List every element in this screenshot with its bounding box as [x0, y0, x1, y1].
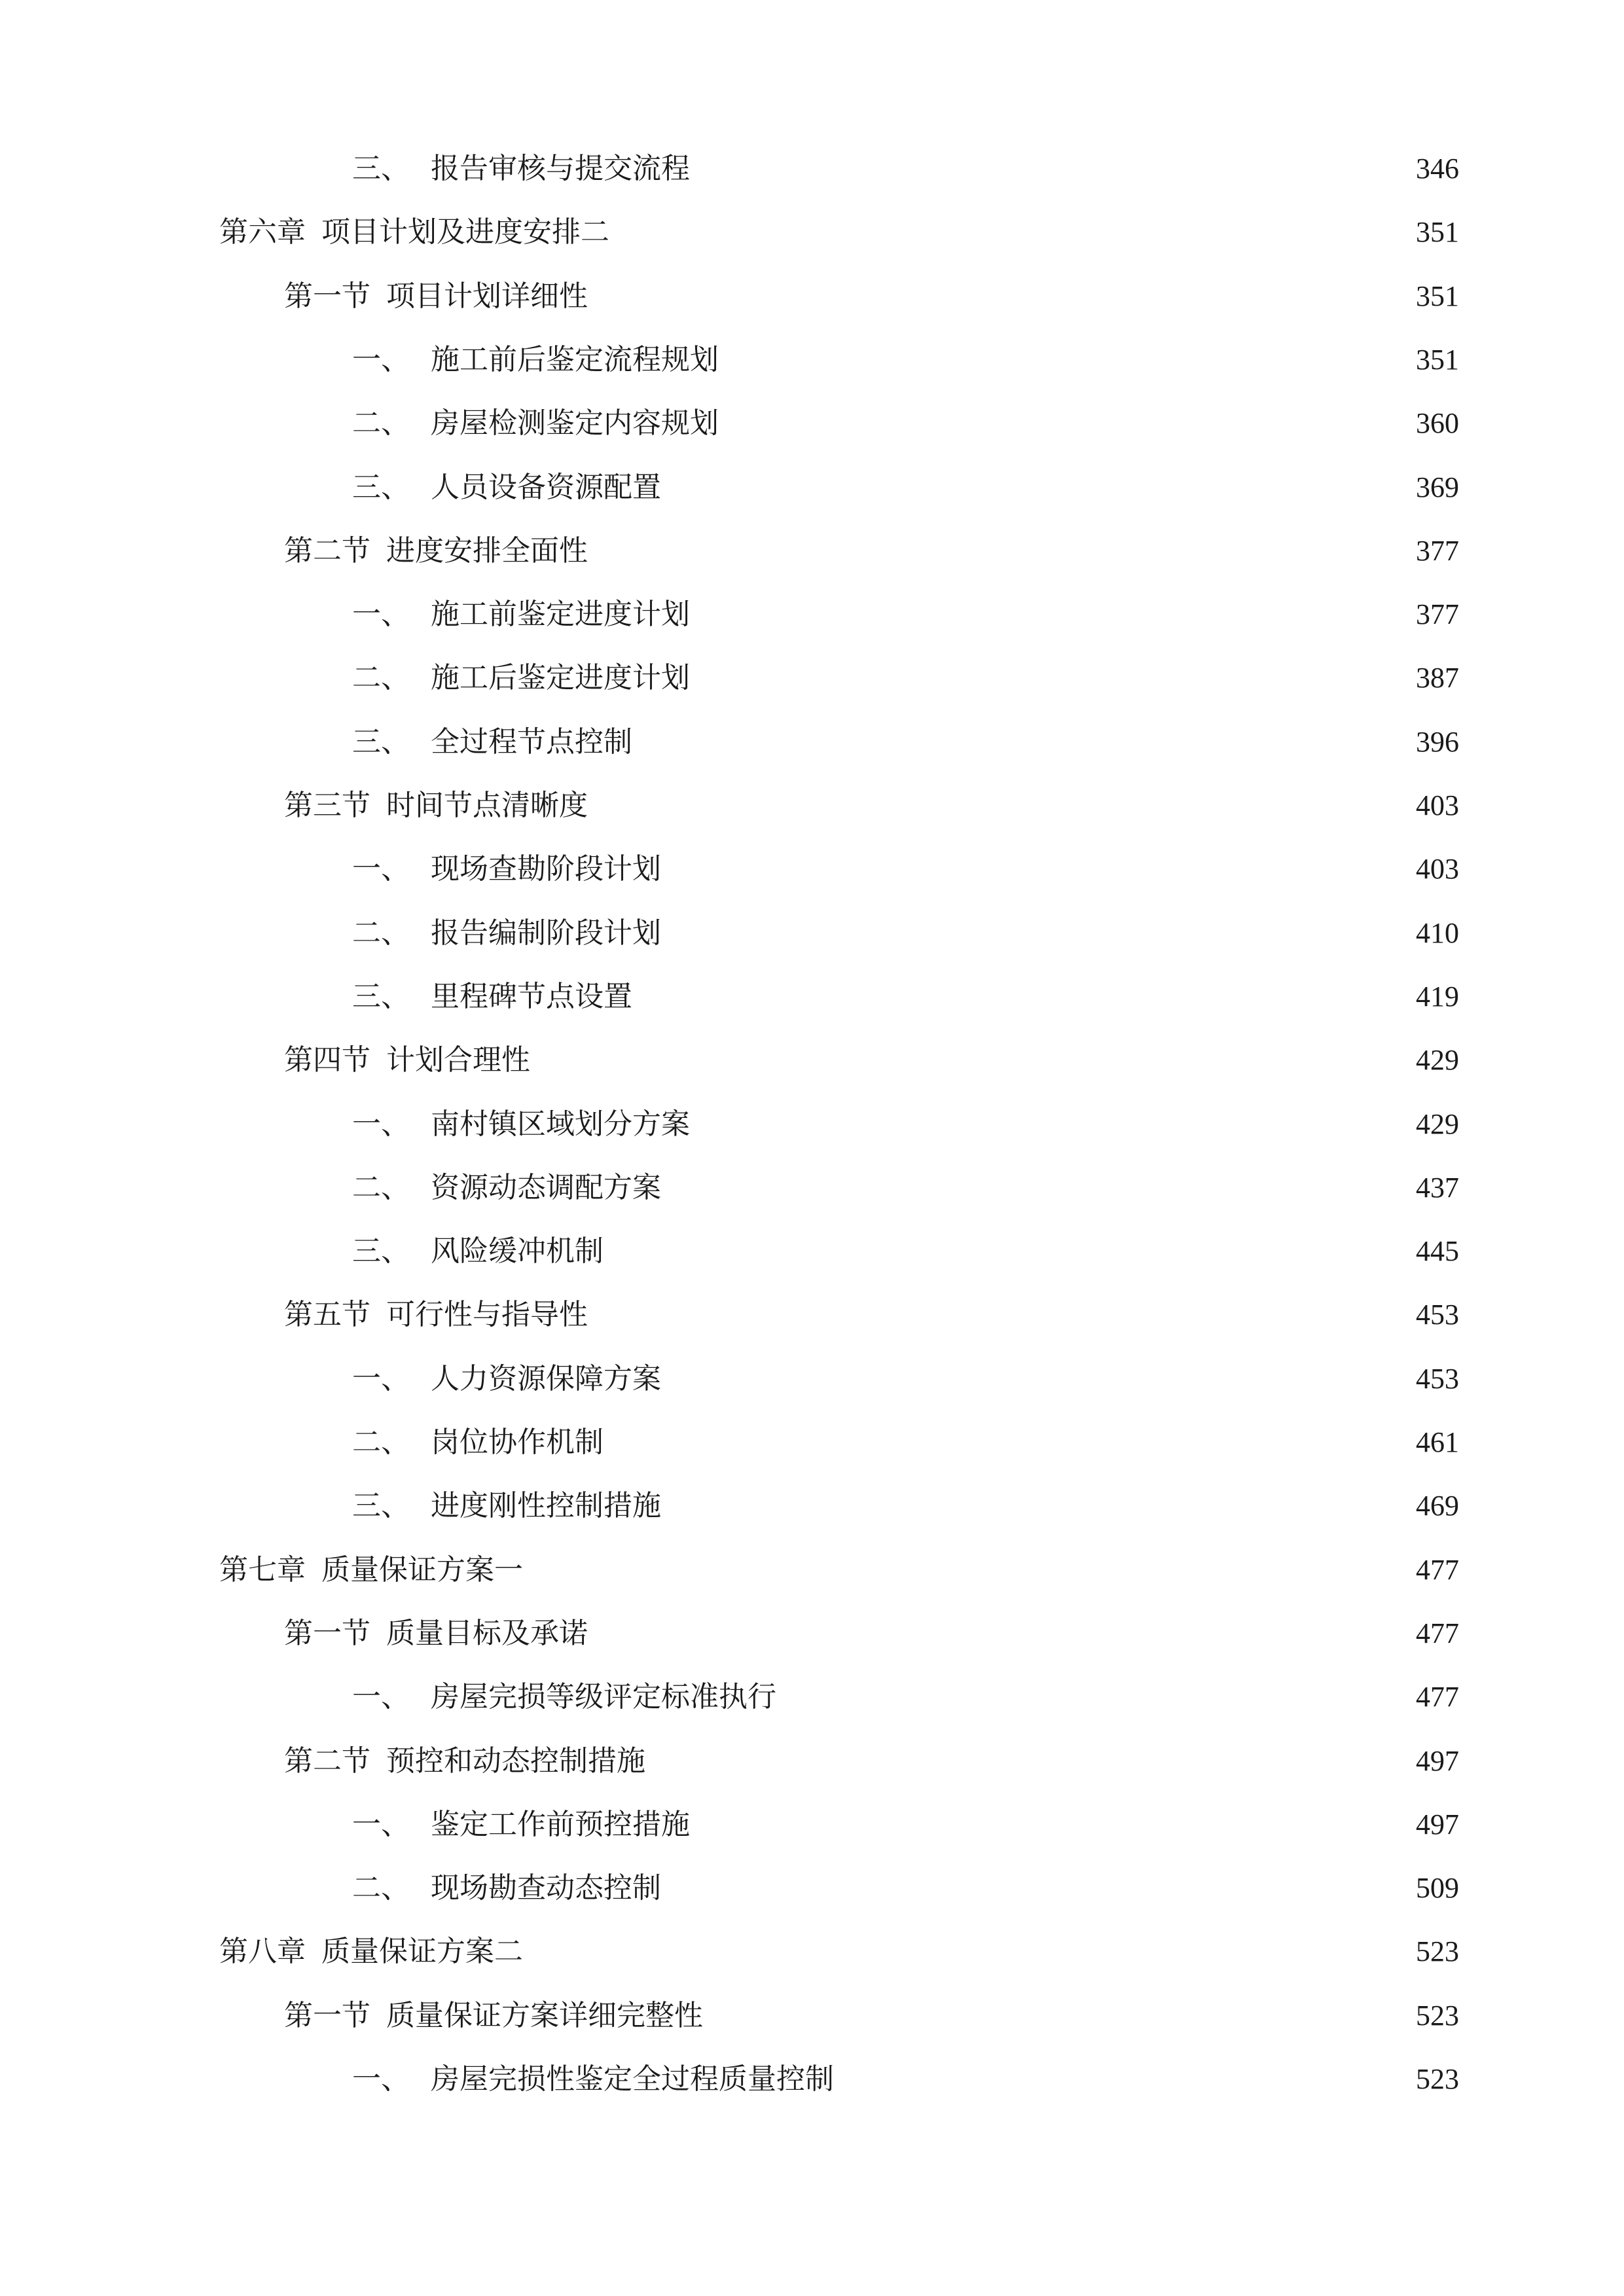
dot-leader [672, 855, 1401, 884]
toc-entry[interactable] [219, 1914, 1459, 1969]
toc-entry-title [352, 916, 661, 950]
toc-entry-title [352, 598, 690, 632]
toc-entry-title [219, 1935, 523, 1969]
toc-entry[interactable] [284, 259, 1459, 311]
dot-leader [787, 1683, 1401, 1712]
toc-entry[interactable] [352, 386, 1459, 438]
toc-entry-page-number: 523 [1416, 1999, 1459, 2032]
toc-entry[interactable] [284, 1978, 1459, 2030]
dot-leader [700, 1810, 1401, 1839]
toc-entry-text: 可行性与指导性 [386, 1298, 588, 1332]
toc-entry-number: 三、 [352, 725, 410, 759]
toc-entry-number: 一、 [352, 1107, 410, 1141]
toc-entry-page-number: 469 [1416, 1490, 1459, 1522]
toc-entry-page-number: 403 [1416, 789, 1459, 821]
dot-leader [598, 282, 1401, 311]
toc-entry-title [284, 1998, 703, 2032]
toc-entry-number: 第八章 [219, 1935, 306, 1969]
toc-entry-text: 现场勘查动态控制 [431, 1871, 661, 1905]
dot-leader [700, 1110, 1401, 1139]
toc-entry[interactable] [284, 1596, 1459, 1648]
toc-entry-page-number: 437 [1416, 1171, 1459, 1204]
toc-entry-text: 岗位协作机制 [431, 1426, 604, 1459]
toc-entry-page-number: 429 [1416, 1044, 1459, 1077]
toc-entry-page-number: 523 [1416, 2063, 1459, 2095]
toc-entry[interactable] [352, 1405, 1459, 1457]
toc-entry-title [284, 1298, 588, 1332]
toc-entry-number: 一、 [352, 1361, 410, 1395]
dot-leader [713, 2001, 1401, 2030]
toc-entry-page-number: 403 [1416, 853, 1459, 886]
toc-entry[interactable] [352, 322, 1459, 374]
toc-entry-number: 二、 [352, 406, 410, 440]
dot-leader [700, 154, 1401, 183]
toc-entry[interactable] [284, 1723, 1459, 1776]
toc-entry-title [284, 1744, 645, 1778]
toc-entry-text: 人力资源保障方案 [431, 1361, 661, 1395]
toc-entry-text: 施工前后鉴定流程规划 [431, 342, 719, 376]
dot-leader [672, 919, 1401, 948]
toc-entry-page-number: 410 [1416, 916, 1459, 949]
toc-entry[interactable] [352, 131, 1459, 183]
dot-leader [729, 346, 1401, 374]
toc-entry-title [352, 725, 632, 759]
toc-entry-title [219, 1552, 523, 1587]
toc-entry-title [284, 1616, 588, 1650]
toc-entry-page-number: 429 [1416, 1107, 1459, 1140]
toc-entry[interactable] [352, 1850, 1459, 1903]
toc-entry-text: 报告审核与提交流程 [431, 152, 690, 185]
toc-entry[interactable] [352, 1341, 1459, 1393]
toc-entry-number: 二、 [352, 1426, 410, 1459]
toc-entry-page-number: 461 [1416, 1426, 1459, 1458]
toc-entry[interactable] [352, 640, 1459, 695]
toc-entry-number: 一、 [352, 1680, 410, 1714]
toc-entry-page-number: 377 [1416, 598, 1459, 631]
toc-entry-number: 第一节 [284, 279, 370, 313]
toc-entry-text: 时间节点清晰度 [386, 789, 588, 822]
toc-entry-number: 三、 [352, 470, 410, 504]
toc-entry-page-number: 477 [1416, 1553, 1459, 1586]
dot-leader [672, 1174, 1401, 1202]
toc-entry-page-number: 419 [1416, 980, 1459, 1013]
toc-entry[interactable] [352, 831, 1459, 884]
toc-entry[interactable] [219, 194, 1459, 247]
dot-leader [844, 2065, 1401, 2094]
toc-entry-title [352, 1170, 661, 1204]
toc-entry[interactable] [352, 1787, 1459, 1839]
toc-entry-title [352, 470, 661, 504]
toc-entry-page-number: 497 [1416, 1744, 1459, 1777]
dot-leader [672, 473, 1401, 502]
toc-entry-title [284, 791, 588, 820]
toc-entry[interactable] [352, 704, 1459, 757]
dot-leader [598, 1300, 1401, 1329]
toc-entry-number: 第六章 [219, 215, 306, 249]
toc-entry-title [352, 1107, 690, 1141]
toc-entry-page-number: 477 [1416, 1681, 1459, 1713]
toc-entry-title [284, 1043, 530, 1077]
dot-leader [614, 1428, 1401, 1457]
toc-entry-title [352, 1871, 661, 1905]
toc-entry-title [352, 154, 690, 183]
toc-entry-number: 三、 [352, 1234, 410, 1268]
dot-leader [700, 600, 1401, 629]
toc-entry-text: 质量保证方案二 [321, 1935, 523, 1969]
dot-leader [656, 1747, 1401, 1776]
toc-entry-page-number: 351 [1416, 216, 1459, 249]
dot-leader [672, 1492, 1401, 1520]
toc-entry-text: 风险缓冲机制 [431, 1234, 604, 1268]
toc-entry-text: 全过程节点控制 [431, 725, 632, 759]
dot-leader [620, 218, 1401, 247]
toc-entry-text: 项目计划及进度安排二 [321, 215, 609, 249]
toc-entry-text: 质量保证方案一 [321, 1552, 523, 1587]
toc-entry-page-number: 453 [1416, 1362, 1459, 1395]
toc-entry-page-number: 387 [1416, 662, 1459, 694]
dot-leader [700, 664, 1401, 692]
dot-leader [672, 1874, 1401, 1903]
toc-entry-number: 一、 [352, 2062, 410, 2096]
toc-entry[interactable] [352, 1213, 1459, 1266]
toc-entry-text: 资源动态调配方案 [431, 1170, 661, 1204]
toc-entry-text: 施工前鉴定进度计划 [431, 598, 690, 632]
toc-entry-number: 第七章 [219, 1552, 306, 1587]
toc-entry[interactable] [352, 1086, 1459, 1139]
toc-entry-text: 质量目标及承诺 [386, 1616, 588, 1650]
dot-leader [598, 791, 1401, 820]
toc-entry-number: 第二节 [284, 1744, 370, 1778]
toc-entry-page-number: 497 [1416, 1808, 1459, 1840]
toc-entry-title [284, 279, 588, 313]
toc-entry-title [352, 342, 719, 376]
toc-entry-number: 三、 [352, 1489, 410, 1523]
toc-entry-title [352, 1361, 661, 1395]
dot-leader [672, 1365, 1401, 1393]
toc-entry-page-number: 346 [1416, 152, 1459, 185]
toc-entry-page-number: 445 [1416, 1235, 1459, 1268]
toc-entry-title [352, 1680, 776, 1714]
toc-entry-number: 二、 [352, 661, 410, 695]
toc-entry-text: 房屋完损等级评定标准执行 [431, 1680, 776, 1714]
dot-leader [729, 409, 1401, 438]
toc-entry-title [352, 1428, 604, 1457]
toc-entry-title [352, 979, 632, 1013]
toc-entry-page-number: 396 [1416, 725, 1459, 758]
toc-entry-number: 第一节 [284, 1616, 370, 1650]
toc-entry-number: 第三节 [284, 789, 370, 822]
toc-entry-text: 里程碑节点设置 [431, 979, 632, 1013]
toc-entry-text: 预控和动态控制措施 [386, 1744, 645, 1778]
toc-entry-page-number: 509 [1416, 1872, 1459, 1905]
toc-entry-number: 第一节 [284, 1998, 370, 2032]
toc-entry-title [352, 1489, 661, 1523]
toc-entry-page-number: 477 [1416, 1617, 1459, 1649]
toc-entry[interactable] [352, 1150, 1459, 1202]
toc-entry-page-number: 377 [1416, 534, 1459, 567]
toc-entry-number: 二、 [352, 1170, 410, 1204]
toc-entry-text: 项目计划详细性 [386, 279, 588, 313]
toc-entry-title [219, 215, 609, 249]
toc-entry-number: 第二节 [284, 533, 370, 567]
toc-entry[interactable] [284, 513, 1459, 565]
dot-leader [643, 982, 1401, 1011]
toc-entry-page-number: 351 [1416, 279, 1459, 312]
toc-entry-title [284, 533, 588, 567]
toc-entry-number: 一、 [352, 852, 410, 886]
dot-leader [533, 1556, 1401, 1585]
dot-leader [598, 537, 1401, 565]
toc-entry-page-number: 351 [1416, 343, 1459, 376]
toc-entry-title [352, 852, 661, 886]
dot-leader [643, 728, 1401, 757]
toc-entry-number: 二、 [352, 1871, 410, 1905]
toc-entry[interactable] [219, 1532, 1459, 1585]
toc-entry-text: 进度刚性控制措施 [431, 1489, 661, 1523]
toc-entry-text: 施工后鉴定进度计划 [431, 661, 690, 695]
toc-entry-number: 三、 [352, 979, 410, 1013]
toc-entry-text: 计划合理性 [386, 1043, 530, 1077]
dot-leader [614, 1237, 1401, 1266]
dot-leader [598, 1619, 1401, 1648]
toc-entry[interactable] [284, 768, 1459, 820]
toc-entry-page-number: 523 [1416, 1935, 1459, 1968]
toc-entry-title [352, 2062, 834, 2096]
toc-entry-text: 进度安排全面性 [386, 533, 588, 567]
toc-entry-text: 鉴定工作前预控措施 [431, 1807, 690, 1841]
toc-entry-page-number: 453 [1416, 1299, 1459, 1331]
toc-entry[interactable] [352, 1468, 1459, 1523]
toc-entry[interactable] [284, 1022, 1459, 1075]
toc-entry[interactable] [352, 1659, 1459, 1712]
toc-entry[interactable] [352, 895, 1459, 948]
toc-entry-number: 一、 [352, 1807, 410, 1841]
toc-entry[interactable] [352, 450, 1459, 502]
toc-entry-number: 一、 [352, 342, 410, 376]
toc-entry-text: 房屋检测鉴定内容规划 [431, 406, 719, 440]
toc-entry-title [352, 406, 719, 440]
toc-entry-text: 南村镇区域划分方案 [431, 1107, 690, 1141]
toc-entry-number: 三、 [352, 152, 410, 185]
toc-entry-text: 报告编制阶段计划 [431, 916, 661, 950]
toc-entry-number: 一、 [352, 598, 410, 632]
toc-entry-number: 第四节 [284, 1043, 370, 1077]
dot-leader [541, 1046, 1401, 1075]
toc-entry[interactable] [352, 2041, 1459, 2094]
toc-entry-number: 二、 [352, 916, 410, 950]
toc-entry[interactable] [352, 577, 1459, 632]
toc-entry[interactable] [284, 1277, 1459, 1332]
toc-entry-page-number: 360 [1416, 407, 1459, 440]
toc-entry-text: 质量保证方案详细完整性 [386, 1998, 703, 2032]
toc-entry-text: 人员设备资源配置 [431, 470, 661, 504]
toc-entry[interactable] [352, 959, 1459, 1011]
toc-entry-title [352, 661, 690, 695]
toc-entry-number: 第五节 [284, 1298, 370, 1332]
toc-entry-text: 房屋完损性鉴定全过程质量控制 [431, 2062, 834, 2096]
toc-entry-page-number: 369 [1416, 471, 1459, 503]
toc-entry-title [352, 1234, 604, 1268]
toc-entry-title [352, 1807, 690, 1841]
dot-leader [533, 1937, 1401, 1966]
toc-entry-text: 现场查勘阶段计划 [431, 852, 661, 886]
